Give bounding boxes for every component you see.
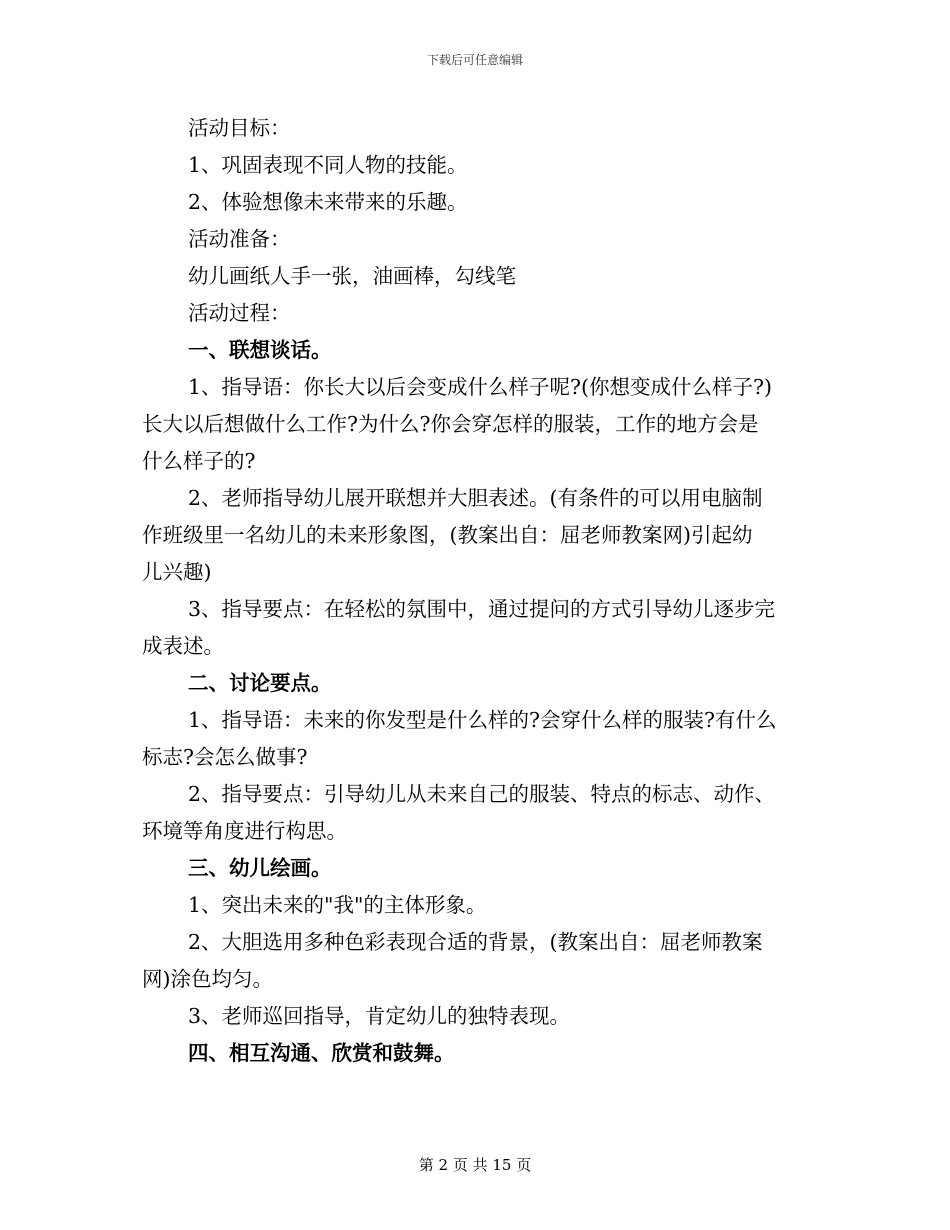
paragraph-line: 1、突出未来的"我"的主体形象。 (188, 893, 487, 917)
document-body (142, 110, 810, 1072)
paragraph-line: 活动目标： (188, 116, 291, 140)
section-heading: 一、联想谈话。 (188, 338, 332, 362)
paragraph-line: 2、指导要点：引导幼儿从未来自己的服装、特点的标志、动作、 (188, 782, 776, 806)
page-footer: 第 2 页 共 15 页 (418, 1156, 532, 1174)
section-heading: 三、幼儿绘画。 (188, 856, 332, 880)
paragraph-line: 标志?会怎么做事? (142, 745, 308, 769)
paragraph-line: 2、体验想像未来带来的乐趣。 (188, 190, 468, 214)
paragraph-line: 幼儿画纸人手一张，油画棒，勾线笔 (188, 264, 516, 288)
paragraph-line: 成表述。 (142, 634, 224, 658)
paragraph-line: 2、老师指导幼儿展开联想并大胆表述。(有条件的可以用电脑制 (188, 486, 763, 510)
page-header: 下载后可任意编辑 (426, 53, 523, 67)
paragraph-line: 3、老师巡回指导，肯定幼儿的独特表现。 (188, 1004, 571, 1028)
paragraph-line: 2、大胆选用多种色彩表现合适的背景，(教案出自：屈老师教案 (188, 930, 763, 954)
paragraph-line: 活动过程： (188, 301, 291, 325)
section-heading: 二、讨论要点。 (188, 671, 332, 695)
paragraph-line: 网)涂色均匀。 (142, 967, 273, 991)
paragraph-line: 环境等角度进行构思。 (142, 819, 347, 843)
paragraph-line: 儿兴趣) (142, 560, 212, 584)
paragraph-line: 作班级里一名幼儿的未来形象图，(教案出自：屈老师教案网)引起幼 (142, 523, 753, 547)
paragraph-line: 什么样子的? (142, 449, 256, 473)
paragraph-line: 3、指导要点：在轻松的氛围中，通过提问的方式引导幼儿逐步完 (188, 597, 776, 621)
paragraph-line: 1、巩固表现不同人物的技能。 (188, 153, 468, 177)
paragraph-line: 长大以后想做什么工作?为什么?你会穿怎样的服装，工作的地方会是 (142, 412, 759, 436)
section-heading: 四、相互沟通、欣赏和鼓舞。 (188, 1041, 455, 1065)
paragraph-line: 1、指导语：你长大以后会变成什么样子呢?(你想变成什么样子?) (188, 375, 773, 399)
paragraph-line: 1、指导语：未来的你发型是什么样的?会穿什么样的服装?有什么 (188, 708, 777, 732)
paragraph-line: 活动准备： (188, 227, 291, 251)
